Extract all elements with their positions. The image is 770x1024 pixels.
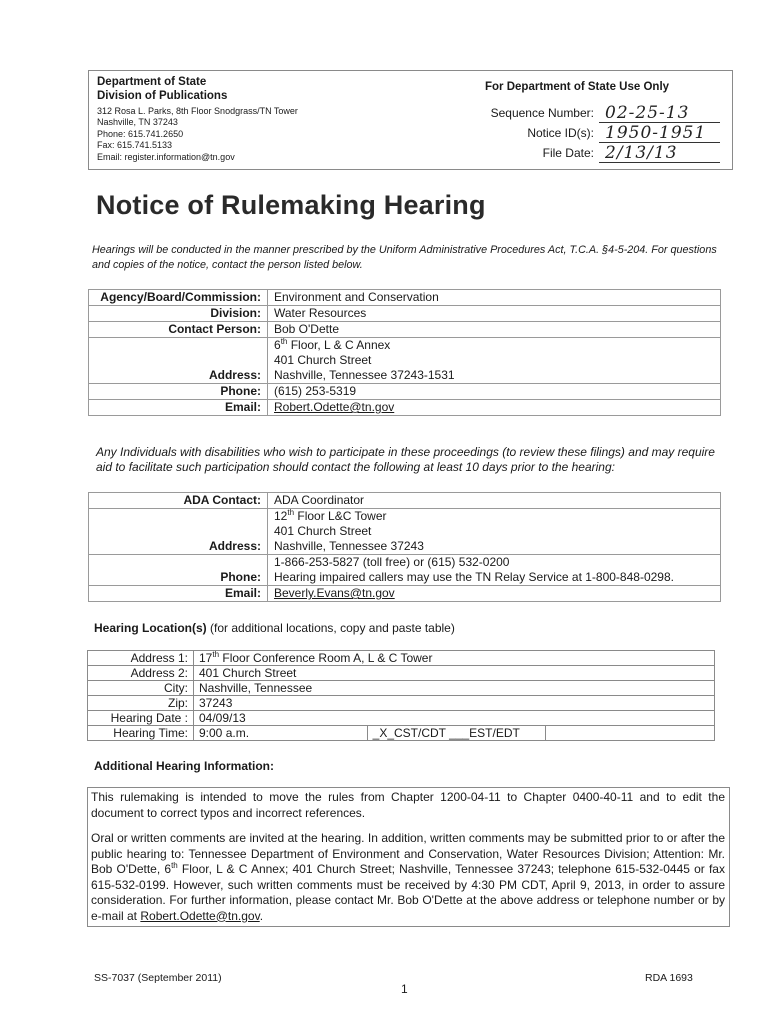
hearing-time-value: 9:00 a.m. <box>194 726 368 741</box>
address1-text: Floor Conference Room A, L & C Tower <box>219 651 433 665</box>
ada-address-city: Nashville, Tennessee 37243 <box>274 539 424 553</box>
agency-value: Environment and Conservation <box>268 290 721 306</box>
header-email: Email: register.information@tn.gov <box>97 152 235 162</box>
comments-floor-suffix: th <box>171 861 178 870</box>
ada-phone-label-text: Phone: <box>220 570 261 584</box>
address-floor <box>274 338 714 353</box>
ada-table <box>88 492 721 602</box>
state-use-only-title: For Department of State Use Only <box>485 81 670 93</box>
additional-info-paragraph-2 <box>91 831 725 924</box>
ada-relay-service: Hearing impaired callers may use the TN Relay Service at 1-800-848-0298. <box>274 570 674 584</box>
timezone-est-option: ___EST/EDT <box>449 726 520 740</box>
department-name: Department of State <box>97 76 207 88</box>
ada-phone-value <box>268 555 721 586</box>
address-street: 401 Church Street <box>274 353 372 367</box>
hearing-location-title-note: (for additional locations, copy and paste table) <box>206 621 455 635</box>
header-fax: Fax: 615.741.5133 <box>97 140 173 150</box>
address2-label: Address 2: <box>88 666 194 681</box>
ada-note: Any Individuals with disabilities who wish to participate in these proceedings (to review these filings) and may require aid to facilitate such participation should contact the following at least 10 days prior to the hearing: <box>96 445 715 474</box>
intro-text: Hearings will be conducted in the manner prescribed by the Uniform Administrative Procedures Act, T.C.A. §4-5-204. For questions and copies of the notice, contact the person listed below. <box>92 244 717 271</box>
ada-address-value <box>268 509 721 555</box>
ada-contact-value: ADA Coordinator <box>268 493 721 509</box>
comments-email-link[interactable]: Robert.Odette@tn.gov <box>140 908 260 923</box>
contact-person-label: Contact Person: <box>89 322 268 338</box>
address1-suffix: th <box>212 650 220 659</box>
notice-id-label: Notice ID(s): <box>527 126 594 140</box>
phone-value: (615) 253-5319 <box>268 384 721 400</box>
address-label-text: Address: <box>208 368 261 382</box>
floor-number: 6 <box>274 338 281 352</box>
agency-label: Agency/Board/Commission: <box>89 290 268 306</box>
hearing-date-label: Hearing Date : <box>88 711 194 726</box>
sequence-number-label: Sequence Number: <box>490 106 594 120</box>
file-date-row <box>479 144 719 164</box>
ada-floor-number: 12 <box>274 509 288 523</box>
division-label: Division: <box>89 306 268 322</box>
additional-info-title: Additional Hearing Information: <box>94 759 274 773</box>
comments-text-b: Floor, L & C Annex; 401 Church Street; Nashville, Tennessee 37243; telephone 615-532-0445 or fax 615-532-0199. However, such written comments must be received by 4:30 PM CDT, April 9, 2013, in order to assure consideration. For further information, please contact Mr. Bob O'Dette at the above address or telephone number or by e-mail at <box>91 862 725 923</box>
time-blank-cell <box>546 726 715 741</box>
floor-suffix: th <box>280 337 288 346</box>
additional-info-paragraph-1: This rulemaking is intended to move the rules from Chapter 1200-04-11 to Chapter 0400-40-11 and to edit the document to correct typos and incorrect references. <box>91 790 725 820</box>
address-value <box>268 338 721 384</box>
hearing-time-label: Hearing Time: <box>88 726 194 741</box>
agency-table <box>88 289 721 416</box>
division-name: Division of Publications <box>97 90 228 102</box>
city-value: Nashville, Tennessee <box>194 681 715 696</box>
timezone-options <box>367 726 546 741</box>
contact-person-value: Bob O'Dette <box>268 322 721 338</box>
city-label: City: <box>88 681 194 696</box>
floor-text: Floor, L & C Annex <box>287 338 391 352</box>
address1-number: 17 <box>199 651 213 665</box>
ada-phone-numbers: 1-866-253-5827 (toll free) or (615) 532-0200 <box>274 555 510 569</box>
ada-email-link[interactable]: Beverly.Evans@tn.gov <box>274 586 395 600</box>
notice-id-row <box>479 124 719 144</box>
header-phone: Phone: 615.741.2650 <box>97 129 184 139</box>
address2-value: 401 Church Street <box>194 666 715 681</box>
timezone-cst-option: _X_CST/CDT <box>372 726 446 740</box>
ada-address-label-text: Address: <box>208 539 261 553</box>
email-label: Email: <box>89 400 268 416</box>
ada-floor-suffix: th <box>287 508 295 517</box>
sequence-number-handwritten: 02-25-13 <box>599 104 720 123</box>
ada-address-street: 401 Church Street <box>274 524 372 538</box>
ada-address-label <box>89 509 268 555</box>
address-label <box>89 338 268 384</box>
file-date-label: File Date: <box>542 146 594 160</box>
zip-value: 37243 <box>194 696 715 711</box>
division-value: Water Resources <box>268 306 721 322</box>
contact-email-link[interactable]: Robert.Odette@tn.gov <box>274 400 395 414</box>
file-date-handwritten: 2/13/13 <box>599 144 720 163</box>
rda-number: RDA 1693 <box>645 972 693 984</box>
comments-text-a: Oral or written comments are invited at the hearing. In addition, written comments may be submitted prior to or after the public hearing to: Tennessee Department of Environment and Conservation, Water Resources Division; Attention: Mr. Bob O'Dette, 6 <box>91 831 725 876</box>
page-title: Notice of Rulemaking Hearing <box>96 190 486 220</box>
page-number: 1 <box>401 982 408 996</box>
ada-contact-label: ADA Contact: <box>89 493 268 509</box>
address1-label: Address 1: <box>88 651 194 666</box>
phone-label: Phone: <box>89 384 268 400</box>
address1-value <box>194 651 715 666</box>
ada-email-label: Email: <box>89 586 268 602</box>
header-box <box>88 70 733 170</box>
address-city: Nashville, Tennessee 37243-1531 <box>274 368 455 382</box>
ada-address-floor <box>274 509 714 524</box>
comments-text-end: . <box>259 908 264 923</box>
sequence-number-row <box>479 104 719 124</box>
zip-label: Zip: <box>88 696 194 711</box>
hearing-location-title <box>94 621 455 635</box>
header-address-1: 312 Rosa L. Parks, 8th Floor Snodgrass/TN Tower <box>97 106 298 116</box>
ada-floor-text: Floor L&C Tower <box>294 509 387 523</box>
hearing-date-value: 04/09/13 <box>194 711 715 726</box>
ada-phone-label <box>89 555 268 586</box>
notice-id-handwritten: 1950-1951 <box>599 124 720 143</box>
hearing-location-table <box>87 650 715 741</box>
hearing-location-title-bold: Hearing Location(s) <box>94 621 207 635</box>
form-id: SS-7037 (September 2011) <box>94 972 222 984</box>
additional-info-box <box>87 787 730 927</box>
header-address-2: Nashville, TN 37243 <box>97 117 178 127</box>
